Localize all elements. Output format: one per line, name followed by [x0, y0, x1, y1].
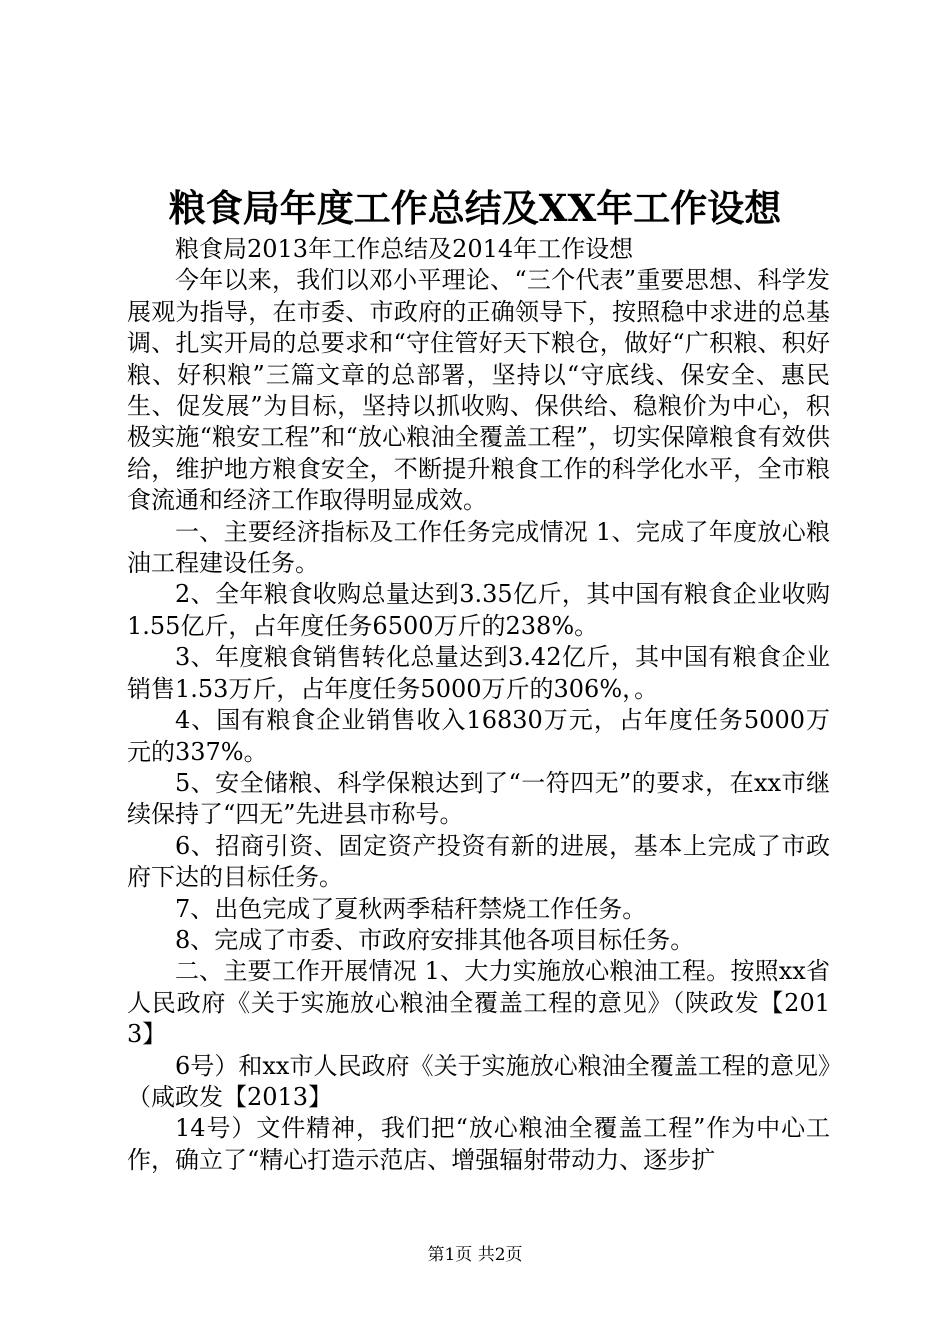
- paragraph-doc-ref-6: 6号）和xx市人民政府《关于实施放心粮油全覆盖工程的意见》（咸政发【2013】: [127, 1051, 830, 1111]
- document-title: 粮食局年度工作总结及XX年工作设想: [168, 186, 782, 230]
- paragraph-section-one: 一、主要经济指标及工作任务完成情况 1、完成了年度放心粮油工程建设任务。: [127, 517, 830, 578]
- page-footer: 第1页 共2页: [427, 1245, 523, 1265]
- paragraph-item-8: 8、完成了市委、市政府安排其他各项目标任务。: [175, 925, 695, 954]
- paragraph-item-3: 3、年度粮食销售转化总量达到3.42亿斤，其中国有粮食企业销售1.53万斤，占年度任务5000万斤的306%，。: [127, 643, 830, 703]
- paragraph-item-7: 7、出色完成了夏秋两季秸秆禁烧工作任务。: [175, 894, 647, 923]
- document-body: [127, 234, 830, 1176]
- paragraph-item-5: 5、安全储粮、科学保粮达到了“一符四无”的要求，在xx市继续保持了“四无”先进县市称号。: [127, 768, 830, 829]
- paragraph-section-two: 二、主要工作开展情况 1、大力实施放心粮油工程。按照xx省人民政府《关于实施放心粮油全覆盖工程的意见》（陕政发【2013】: [127, 957, 830, 1049]
- paragraph-subtitle: 粮食局2013年工作总结及2014年工作设想: [175, 235, 634, 263]
- paragraph-intro: 今年以来，我们以邓小平理论、“三个代表”重要思想、科学发展观为指导，在市委、市政府的正确领导下，按照稳中求进的总基调、扎实开局的总要求和“守住管好天下粮仓，做好“广积粮、积好粮、好积粮”三篇文章的总部署，坚持以“守底线、保安全、惠民生、促发展”为目标，坚持以抓收购、保供给、稳粮价为中心，积极实施“粮安工程”和“放心粮油全覆盖工程”，切实保障粮食有效供给，维护地方粮食安全，不断提升粮食工作的科学化水平，全市粮食流通和经济工作取得明显成效。: [127, 266, 830, 515]
- paragraph-item-2: 2、全年粮食收购总量达到3.35亿斤，其中国有粮食企业收购1.55亿斤，占年度任务6500万斤的238%。: [127, 580, 830, 640]
- paragraph-item-4: 4、国有粮食企业销售收入16830万元，占年度任务5000万元的337%。: [127, 706, 830, 766]
- paragraph-doc-ref-14: 14号）文件精神，我们把“放心粮油全覆盖工程”作为中心工作，确立了“精心打造示范店、增强辐射带动力、逐步扩: [127, 1114, 830, 1174]
- paragraph-item-6: 6、招商引资、固定资产投资有新的进展，基本上完成了市政府下达的目标任务。: [127, 831, 830, 892]
